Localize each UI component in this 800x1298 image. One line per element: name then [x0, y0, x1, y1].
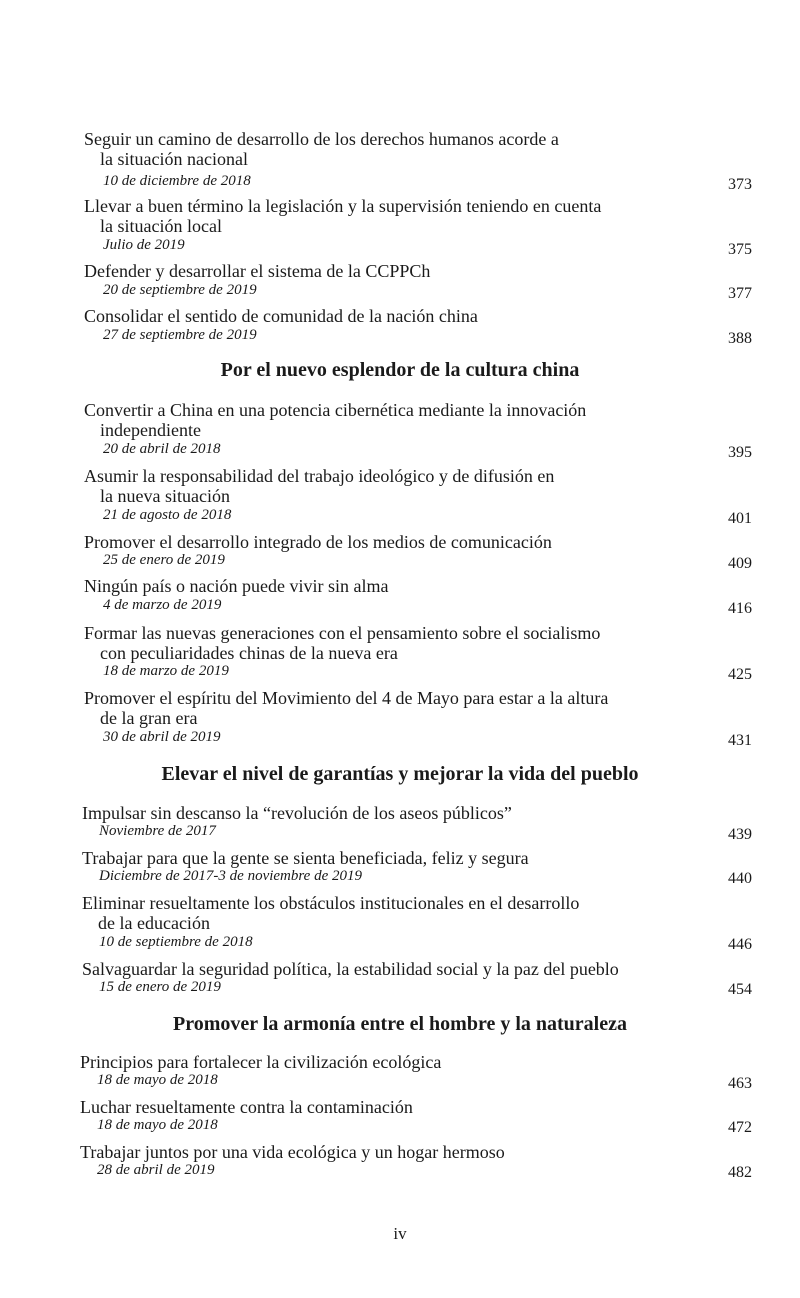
entry-page-number: 409 [728, 555, 752, 572]
entry-date: Diciembre de 2017-3 de noviembre de 2019 [99, 868, 362, 884]
entry-title: Promover el espíritu del Movimiento del 4 de Mayo para estar a la altura de la gran era [84, 688, 609, 728]
entry-date: 18 de marzo de 2019 [103, 663, 229, 679]
entry-title: Defender y desarrollar el sistema de la CCPPCh [84, 261, 431, 281]
entry-title: Convertir a China en una potencia cibernética mediante la innovación independiente [84, 400, 587, 440]
entry-date: 10 de septiembre de 2018 [99, 934, 253, 950]
entry-page-number: 425 [728, 666, 752, 683]
entry-title: Consolidar el sentido de comunidad de la nación china [84, 306, 478, 326]
section-heading: Promover la armonía entre el hombre y la naturaleza [173, 1013, 627, 1035]
entry-date: 21 de agosto de 2018 [103, 507, 232, 523]
page-folio: iv [393, 1224, 407, 1243]
entry-title: Trabajar juntos por una vida ecológica y un hogar hermoso [80, 1142, 505, 1162]
entry-title: Llevar a buen término la legislación y la supervisión teniendo en cuenta la situación local [84, 196, 602, 236]
entry-page-number: 401 [728, 510, 752, 527]
entry-page-number: 373 [728, 176, 752, 193]
entry-title: Formar las nuevas generaciones con el pensamiento sobre el socialismo con peculiaridades chinas de la nueva era [84, 623, 601, 663]
entry-page-number: 472 [728, 1119, 752, 1136]
entry-page-number: 454 [728, 981, 752, 998]
entry-date: 20 de abril de 2018 [103, 441, 221, 457]
entry-page-number: 482 [728, 1164, 752, 1181]
entry-title: Asumir la responsabilidad del trabajo ideológico y de difusión en la nueva situación [84, 466, 555, 506]
entry-date: 18 de mayo de 2018 [97, 1117, 218, 1133]
entry-page-number: 395 [728, 444, 752, 461]
entry-date: 27 de septiembre de 2019 [103, 327, 257, 343]
entry-title: Trabajar para que la gente se sienta beneficiada, feliz y segura [82, 848, 529, 868]
entry-date: 15 de enero de 2019 [99, 979, 221, 995]
entry-title: Promover el desarrollo integrado de los medios de comunicación [84, 532, 552, 552]
entry-date: 25 de enero de 2019 [103, 552, 225, 568]
entry-title: Luchar resueltamente contra la contaminación [80, 1097, 413, 1117]
entry-date: 4 de marzo de 2019 [103, 597, 222, 613]
entry-date: 18 de mayo de 2018 [97, 1072, 218, 1088]
entry-date: Julio de 2019 [103, 237, 185, 253]
entry-date: 28 de abril de 2019 [97, 1162, 215, 1178]
entry-title: Salvaguardar la seguridad política, la estabilidad social y la paz del pueblo [82, 959, 619, 979]
entry-title: Eliminar resueltamente los obstáculos institucionales en el desarrollo de la educación [82, 893, 580, 933]
entry-date: 20 de septiembre de 2019 [103, 282, 257, 298]
entry-date: Noviembre de 2017 [99, 823, 216, 839]
entry-page-number: 439 [728, 826, 752, 843]
entry-title: Principios para fortalecer la civilización ecológica [80, 1052, 442, 1072]
entry-title: Seguir un camino de desarrollo de los derechos humanos acorde a la situación nacional [84, 129, 559, 169]
entry-page-number: 440 [728, 870, 752, 887]
entry-page-number: 377 [728, 285, 752, 302]
entry-page-number: 416 [728, 600, 752, 617]
entry-page-number: 446 [728, 936, 752, 953]
entry-title: Impulsar sin descanso la “revolución de los aseos públicos” [82, 803, 512, 823]
entry-page-number: 388 [728, 330, 752, 347]
section-heading: Elevar el nivel de garantías y mejorar la vida del pueblo [161, 763, 639, 785]
section-heading: Por el nuevo esplendor de la cultura china [220, 359, 580, 381]
entry-page-number: 375 [728, 241, 752, 258]
entry-title: Ningún país o nación puede vivir sin alma [84, 576, 389, 596]
entry-date: 10 de diciembre de 2018 [103, 173, 251, 189]
entry-date: 30 de abril de 2019 [103, 729, 221, 745]
entry-page-number: 463 [728, 1075, 752, 1092]
entry-page-number: 431 [728, 732, 752, 749]
